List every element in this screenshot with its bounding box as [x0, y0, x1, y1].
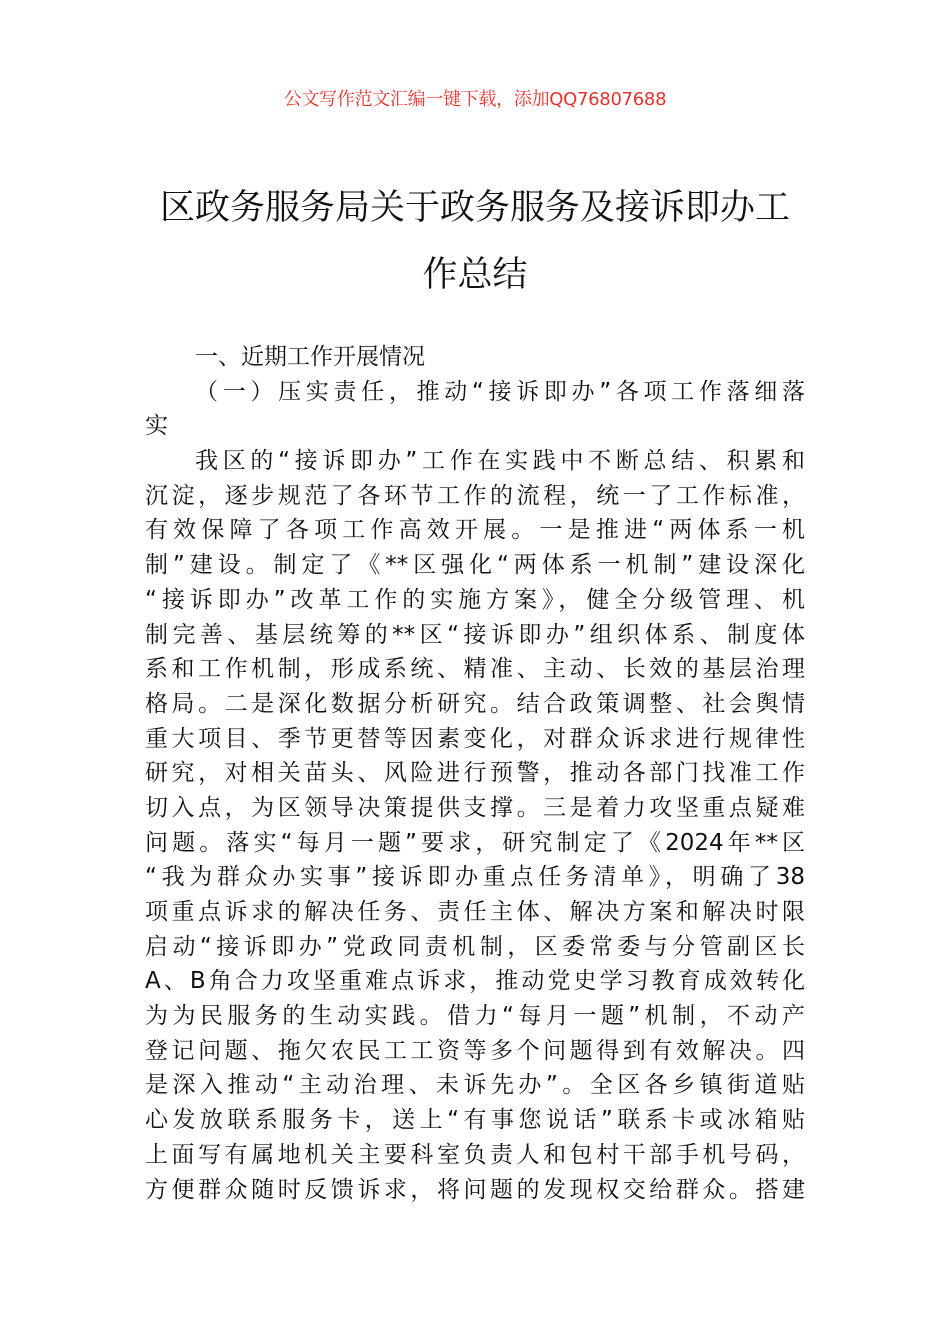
- paragraph-line: 方便群众随时反馈诉求，将问题的发现权交给群众。搭建: [145, 1176, 805, 1203]
- paragraph-line: 格局。二是深化数据分析研究。结合政策调整、社会舆情: [145, 690, 805, 717]
- paragraph-line: 切入点，为区领导决策提供支撑。三是着力攻坚重点疑难: [145, 794, 805, 821]
- document-body: [145, 340, 805, 1207]
- paragraph-line: 有效保障了各项工作高效开展。一是推进“两体系一机: [145, 517, 805, 544]
- paragraph-line: 制”建设。制定了《**区强化“两体系一机制”建设深化: [145, 552, 805, 579]
- paragraph-line: 系和工作机制，形成系统、精准、主动、长效的基层治理: [145, 656, 805, 683]
- paragraph-line: 研究，对相关苗头、风险进行预警，推动各部门找准工作: [145, 760, 805, 787]
- paragraph-line: 心发放联系服务卡，送上“有事您说话”联系卡或冰箱贴: [145, 1107, 805, 1134]
- paragraph-line: 启动“接诉即办”党政同责机制，区委常委与分管副区长: [145, 933, 805, 960]
- subsection-heading-cont: 实: [145, 413, 168, 440]
- paragraph-line: “接诉即办”改革工作的实施方案》，健全分级管理、机: [145, 586, 805, 613]
- subsection-heading: （一）压实责任，推动“接诉即办”各项工作落细落: [195, 378, 805, 405]
- paragraph-line: 沉淀，逐步规范了各环节工作的流程，统一了工作标准，: [145, 482, 805, 509]
- paragraph-line: 项重点诉求的解决任务、责任主体、解决方案和解决时限: [145, 899, 805, 925]
- paragraph-line: 上面写有属地机关主要科室负责人和包村干部手机号码，: [145, 1141, 805, 1168]
- watermark-download-notice: 公文写作范文汇编一键下载，添加QQ76807688: [283, 89, 667, 110]
- document-title-line-1: 区政务服务局关于政务服务及接诉即办工: [159, 188, 790, 228]
- paragraph-line: 问题。落实“每月一题”要求，研究制定了《2024年**区: [145, 829, 805, 856]
- paragraph-line: 制完善、基层统筹的**区“接诉即办”组织体系、制度体: [145, 621, 805, 648]
- paragraph-line: “我为群众办实事”接诉即办重点任务清单》，明确了38: [145, 864, 805, 891]
- paragraph-line: 为为民服务的生动实践。借力“每月一题”机制，不动产: [145, 1003, 805, 1030]
- paragraph-line: 我区的“接诉即办”工作在实践中不断总结、积累和: [195, 448, 805, 475]
- document-title-line-2: 作总结: [422, 255, 528, 295]
- paragraph-line: 登记问题、拖欠农民工工资等多个问题得到有效解决。四: [145, 1037, 805, 1064]
- paragraph-line: A、B角合力攻坚重难点诉求，推动党史学习教育成效转化: [145, 968, 805, 995]
- section-heading: 一、近期工作开展情况: [195, 344, 425, 370]
- paragraph-line: 是深入推动“主动治理、未诉先办”。全区各乡镇街道贴: [145, 1072, 805, 1099]
- paragraph-line: 重大项目、季节更替等因素变化，对群众诉求进行规律性: [145, 725, 805, 752]
